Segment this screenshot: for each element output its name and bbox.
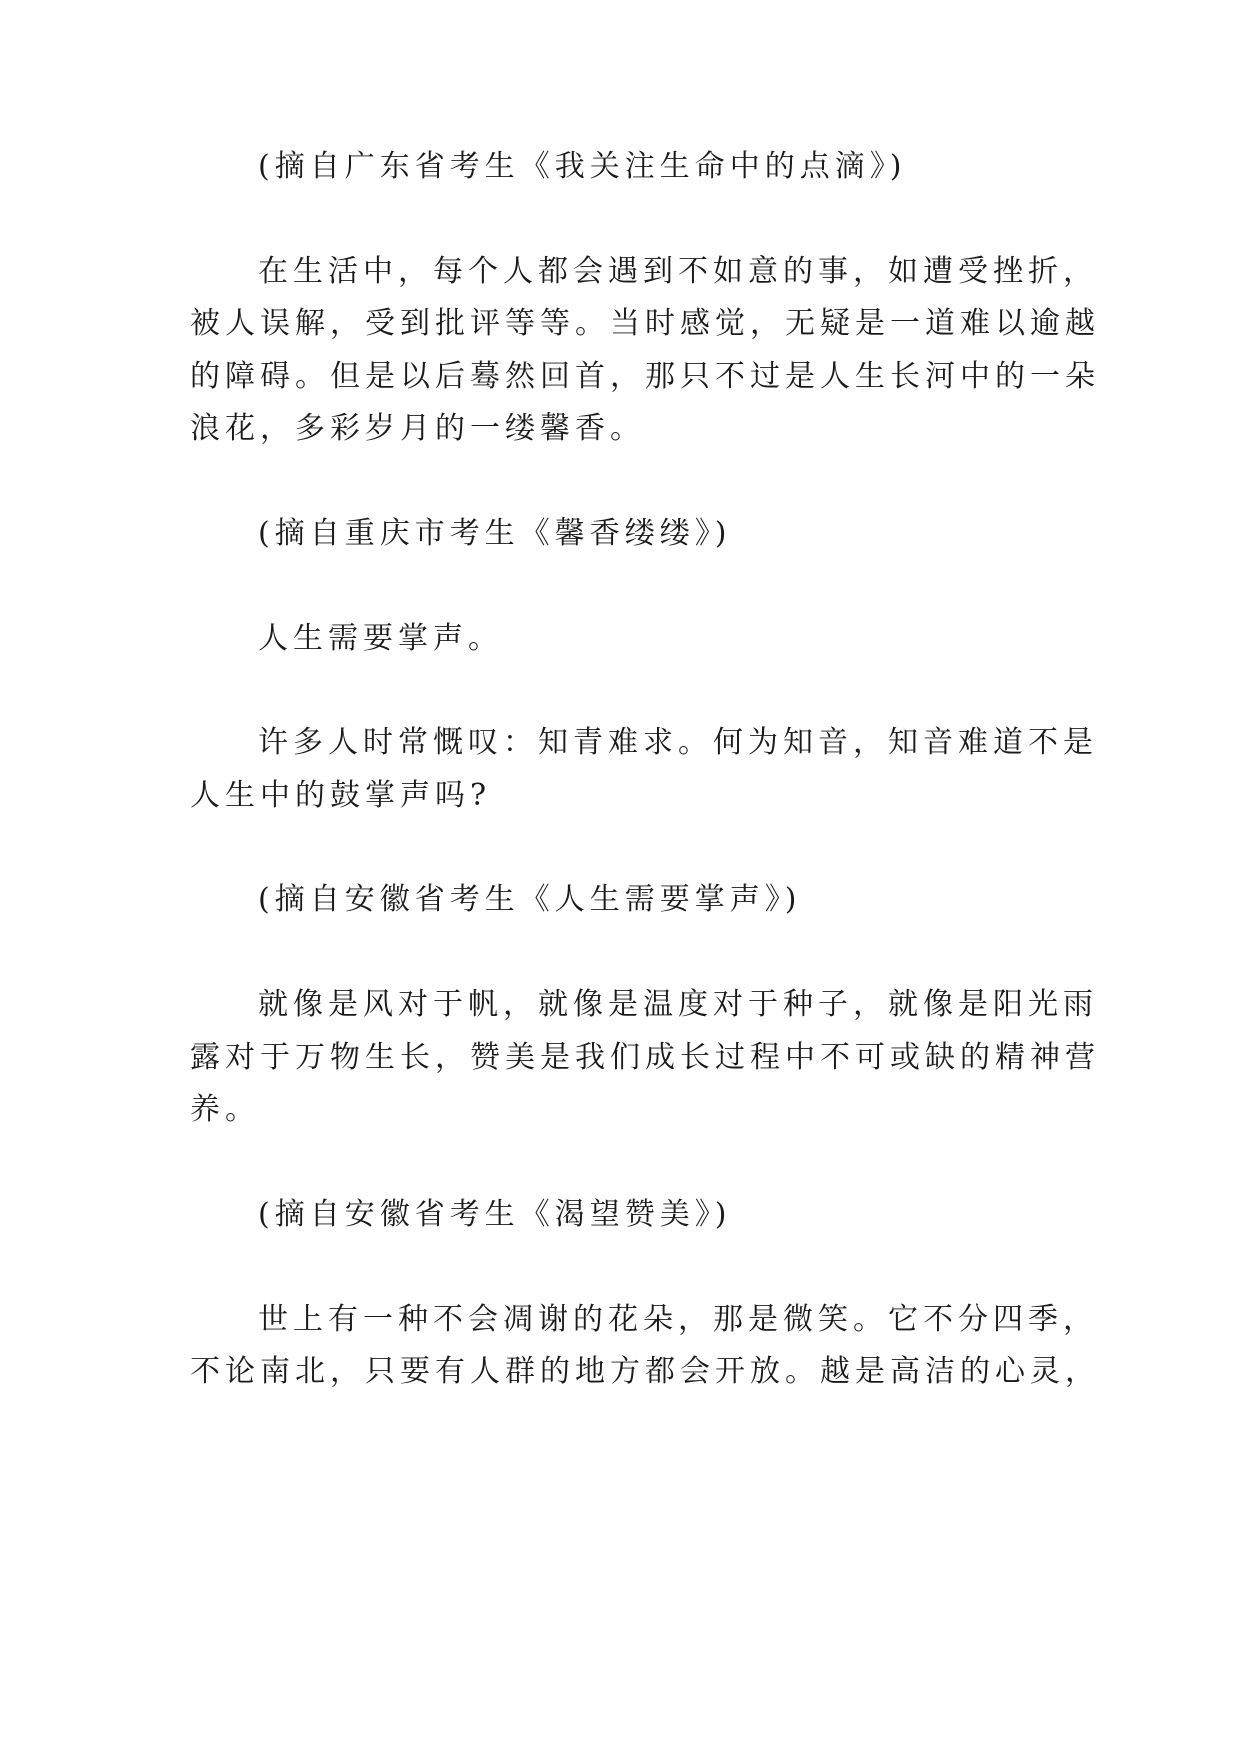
- source-citation: (摘自安徽省考生《渴望赞美》): [258, 1197, 732, 1232]
- paragraph-line: 人生需要掌声。: [258, 621, 503, 656]
- source-citation: (摘自安徽省考生《人生需要掌声》): [258, 882, 802, 917]
- paragraph-line: 被人误解，受到批评等等。当时感觉，无疑是一道难以逾越: [190, 306, 1100, 341]
- paragraph-line: 露对于万物生长，赞美是我们成长过程中不可或缺的精神营: [190, 1040, 1100, 1075]
- source-citation: (摘自广东省考生《我关注生命中的点滴》): [258, 149, 907, 184]
- paragraph-line: 的障碍。但是以后蓦然回首，那只不过是人生长河中的一朵: [190, 359, 1100, 394]
- paragraph-line: 世上有一种不会凋谢的花朵，那是微笑。它不分四季，: [258, 1302, 1098, 1337]
- paragraph-line: 许多人时常慨叹：知青难求。何为知音，知音难道不是: [258, 725, 1098, 760]
- paragraph-line: 浪花，多彩岁月的一缕馨香。: [190, 411, 645, 446]
- paragraph-line: 不论南北，只要有人群的地方都会开放。越是高洁的心灵，: [190, 1354, 1100, 1389]
- paragraph-line: 人生中的鼓掌声吗?: [190, 778, 492, 813]
- paragraph-line: 养。: [190, 1092, 260, 1127]
- paragraph-line: 就像是风对于帆，就像是温度对于种子，就像是阳光雨: [258, 987, 1098, 1022]
- source-citation: (摘自重庆市考生《馨香缕缕》): [258, 516, 732, 551]
- paragraph-line: 在生活中，每个人都会遇到不如意的事，如遭受挫折，: [258, 254, 1098, 289]
